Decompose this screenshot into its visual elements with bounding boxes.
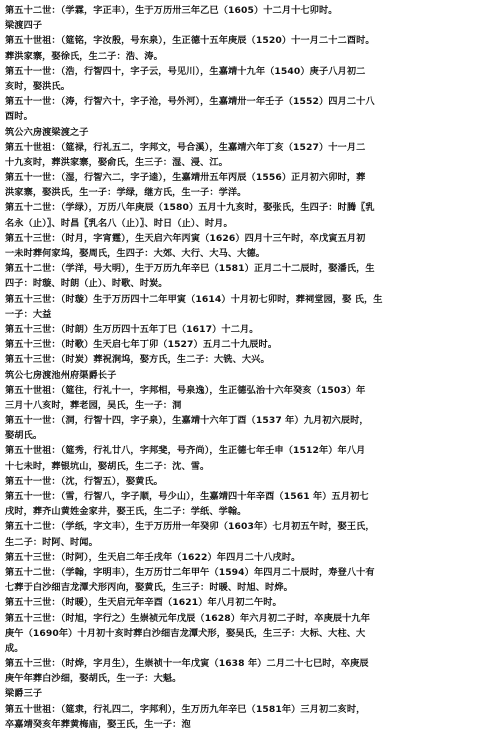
text-line: 庚午年葬白沙细，娶胡氏，生一子：大魁。 [5,673,182,685]
text-line: 第五十一世：（洞，行智十四，字子泉），生嘉靖十六年丁酉（1537 年）九月初六辰时， [5,415,369,427]
text-line: 第五十三世：（时朗）生万历四十五年丁巳（1617）十二月。 [5,323,259,335]
text-line: 第五十三世：（时歌）生天启七年丁卯（1527）五月二十九辰时。 [5,339,278,351]
text-line: 酉时。 [5,111,33,123]
text-line: 十七未时，葬银坑山，娶胡氏，生二子：沈、雪。 [5,460,210,472]
text-line: 筑公七房渡池州府渠爵长子 [5,369,117,381]
text-line: 第五十一世：（沈，行智五），娶黄氏。 [5,475,163,487]
text-line: 第五十一世：（浩，行智四十，字子云，号见川），生嘉靖十九年（1540）庚子八月初二 [5,65,366,77]
text-line: 第五十三世：（时月，字宵霆），生天启六年丙寅（1626）四月十三午时，卒戊寅五月初 [5,232,366,244]
text-line: 第五十一世：（涛，行智六十，字子沧，号外河），生嘉靖卅一年壬子（1552）四月二十八 [5,96,375,108]
text-line: 七葬于白沙细吉龙潭犬形丙向，娶黄氏，生三子：时暖、时旭、时烨。 [5,582,293,594]
text-line: 洪家寨，娶洪氏，生一子：学绿，继方氏，生一子：学洋。 [5,187,247,199]
text-line: 葬洪家寨，娶徐氏，生二子：浩、涛。 [5,50,163,62]
text-line: 第五十三世：（时璇）生于万历四十二年甲寅（1614）十月初七卯时，葬祠堂园，娶 氏，生 [5,293,383,305]
text-line: 娶胡氏。 [5,430,43,442]
text-line: 梁渡四子 [5,20,43,32]
text-line: 庚午（1690年）十月初十亥时葬白沙细吉龙潭犬形，娶吴氏，生三子：大标、大柱、大 [5,627,366,639]
text-line: 梁爵三子 [5,688,43,700]
text-line: 第五十世祖：（筵禄，行礼五二，字邦文，号合溪），生嘉靖六年丁亥（1527）十一月二 [5,141,366,153]
text-line: 戌时，葬齐山黄姓金家井，娶王氏，生二子：学纸、学翰。 [5,506,247,518]
text-line: 卒嘉靖癸亥年葬黄梅庙，娶王氏，生一子：泡 [5,718,191,730]
text-line: 第五十一世：（雪，行智八，字子顺，号少山），生嘉靖四十年辛酉（1561 年）五月初七 [5,491,369,502]
text-line: 成。 [5,642,24,654]
text-line: 第五十世祖：（筵隶，行礼四二，字邦利），生万历九年辛巳（1581年）三月初二亥时， [5,703,366,715]
text-line: 第五十三世：（时阿），生天启二年壬戌年（1622）年四月二十八戌时。 [5,551,301,563]
text-line: 第五十二世：（学翰，字明丰），生万历廿二年甲午（1594）年四月二十辰时，寿登八十有 [5,566,375,578]
text-line: 第五十二世：（学霖，字正丰），生于万历卅三年乙巳（1605）十二月十七卯时。 [5,5,338,16]
text-line: 四子：时璇、时朗（止）、时歌、时炭。 [5,278,168,290]
text-line: 第五十二世：（学洋，号大明），生于万历九年辛巳（1581）正月二十二辰时，娶潘氏，生 [5,263,375,275]
text-line: 第五十三世：（时旭，字行之）生崇祯元年戊辰（1628）年六月初二子时，卒庚辰十九年 [5,612,371,624]
text-line: 第五十三世：（时暖），生天启元年辛酉（1621）年八月初二午时。 [5,597,282,609]
text-line: 名永（止）〗、时昌〖乳名八（止）〗、时日（止）、时月。 [5,217,233,229]
text-line: 第五十三世：（时炭）葬祝涧坞，娶方氏，生二子：大铣、大兴。 [5,354,270,366]
text-line: 亥时，娶洪氏。 [5,80,71,92]
text-line: 一子：大益 [5,308,52,320]
text-line: 第五十二世：（学绿），万历八年庚辰（1580）五月十九亥时，娶张氏，生四子：时腾〖乳 [5,202,375,214]
text-line: 第五十二世：（学纸，字文丰），生于万历卅一年癸卯（1603年）七月初五午时，娶王氏， [5,521,375,533]
text-line: 第五十世祖：（筵往，行礼十一，字邦相，号泉逸），生正德弘治十六年癸亥（1503）年 [5,384,366,396]
text-line: 一未时葬何家坞，娶周氏，生四子：大郊、大行、大马、大德。 [5,248,266,259]
text-line: 生二子：时阿、时闻。 [5,536,98,548]
text-line: 第五十一世：（湿，行智六二，字子逵），生嘉靖卅五年丙辰（1556）正月初六卯时，葬 [5,172,366,184]
text-line: 十九亥时，葬洪家寨，娶俞氏，生三子：湿、浸、江。 [5,156,228,168]
text-line: 第五十世祖：（筵秀，行礼廿八，字邦斐，号齐尚），生正德七年壬申（1512年）年八月 [5,445,366,457]
text-line: 第五十世祖：（筵铭，字汝殷，号东泉），生正德十五年庚辰（1520）十一月二十二酉时。 [5,35,375,47]
text-line: 三月十八亥时，葬老园，吴氏，生一子：洞 [5,399,182,411]
text-line: 第五十三世：（时烨，字月生），生崇祯十一年戊寅（1638 年）二月二十七巳时，卒庚辰 [5,658,369,670]
text-line: 筑公六房渡梁渡之子 [5,126,89,138]
